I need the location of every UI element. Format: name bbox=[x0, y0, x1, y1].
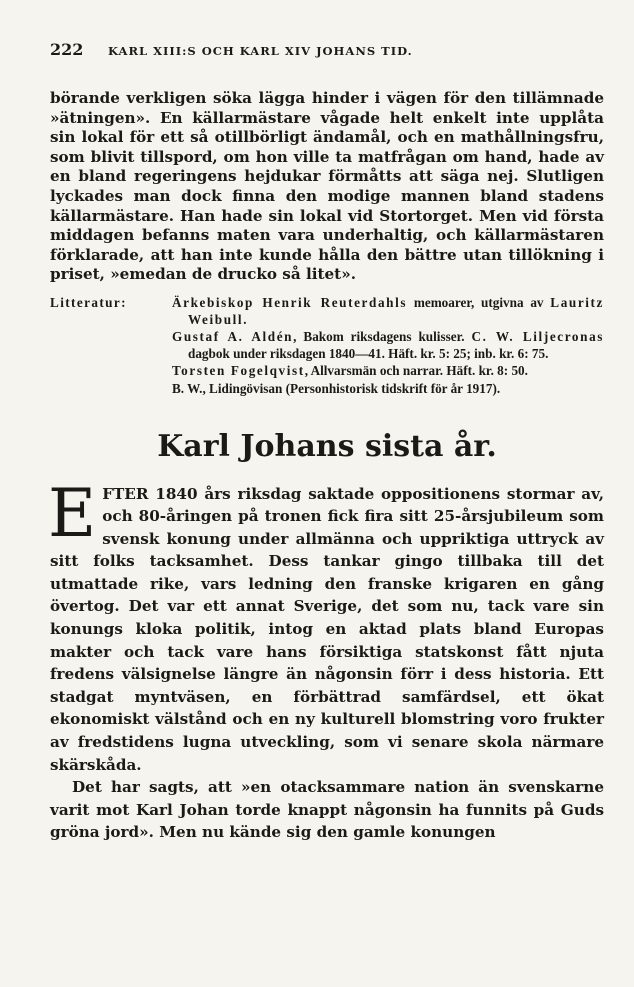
literature-label: Litteratur: bbox=[50, 294, 127, 310]
literature-entry: Torsten Fogelqvist, Allvarsmän och narrar. Häft. kr. 8: 50. bbox=[172, 363, 528, 379]
entry-author: Torsten Fogelqvist bbox=[172, 363, 305, 379]
entry-author: Ärkebiskop Henrik Reuterdahls bbox=[172, 294, 408, 310]
literature-section bbox=[50, 295, 604, 399]
section-title: Karl Johans sista år. bbox=[157, 428, 497, 464]
entry-author: B. W. bbox=[172, 380, 203, 396]
book-page bbox=[50, 40, 604, 844]
literature-entry: Gustaf A. Aldén, Bakom riksdagens kulisser. C. W. Liljecronas dagbok under riksdagen 1840—41. Häft. kr. 5: 25; inb. kr. 6: 75. bbox=[172, 329, 604, 361]
page-number: 222 bbox=[50, 40, 84, 59]
literature-entry: B. W., Lidingövisan (Personhistorisk tidskrift för år 1917). bbox=[172, 380, 501, 396]
literature-entry: Ärkebiskop Henrik Reuterdahls memoarer, utgivna av Lauritz Weibull. bbox=[172, 294, 604, 327]
running-title: KARL XIII:S OCH KARL XIV JOHANS TID. bbox=[108, 44, 413, 58]
opening-paragraph: börande verkligen söka lägga hinder i vägen för den tillämnade »ätningen». En källarmästare vågade helt enkelt inte upplåta sin lokal för ett så otillbörligt ändamål, och en mathållningsfru, som blivit tillspord, om hon ville ta matfrågan om hand, hade av en bland regeringens hejdukar förmåtts att säga nej. Slutligen lyckades man dock finna den modige mannen bland stadens källarmästare. Han hade sin lokal vid Stortorget. Men vid första middagen befanns maten vara underhaltig, och källarmästaren förklarade, att han inte kunde hålla den bättre utan tillökning i priset, »emedan de drucko så litet». bbox=[50, 89, 604, 284]
section-second-paragraph: Det har sagts, att »en otacksammare nation än svenskarne varit mot Karl Johan torde knappt någonsin ha funnits på Guds gröna jord». Men nu kände sig den gamle konungen bbox=[50, 778, 604, 842]
drop-cap: E bbox=[48, 474, 97, 552]
entry-author: C. W. Liljecronas bbox=[471, 329, 604, 345]
running-head bbox=[50, 40, 604, 62]
entry-author: Lauritz Weibull bbox=[188, 294, 604, 327]
section-first-paragraph: EFTER 1840 års riksdag saktade oppositionens stormar av, och 80-åringen på tronen fick fira sitt 25-årsjubileum som svensk konung under allmänna och uppriktiga uttryck av sitt folks tacksamhet. Dess tankar gingo tillbaka till det utmattade rike, vars ledning den franske krigaren en gång övertog. Det var ett annat Sverige, det som nu, tack vare sin konungs kloka politik, intog en aktad plats bland Europas makter och tack vare hans försiktiga statskonst fått njuta fredens välsignelse längre än någonsin förr i dess historia. Ett stadgat myntväsen, en förbättrad samfärdsel, ett ökat ekonomiskt välstånd och en ny kulturell blomstring voro frukter av fredstidens lugna utveckling, som vi senare skola närmare skärskåda. bbox=[48, 474, 604, 774]
entry-author: Gustaf A. Aldén bbox=[172, 329, 294, 345]
